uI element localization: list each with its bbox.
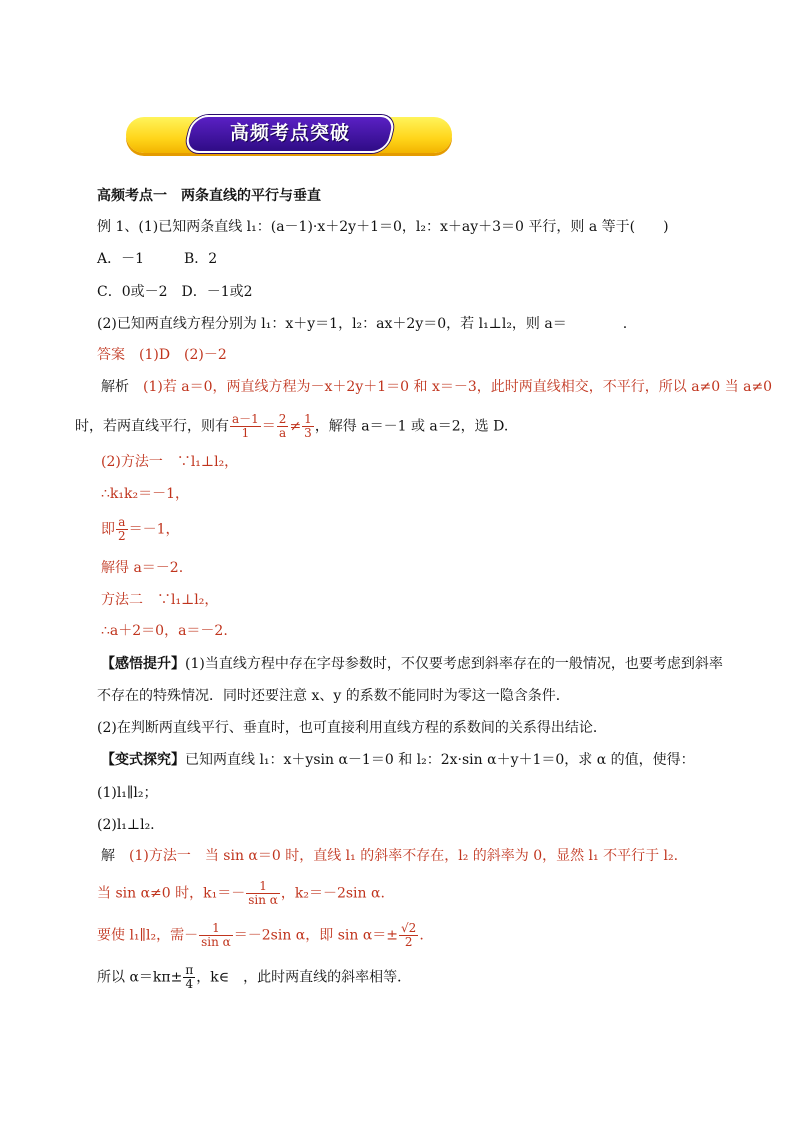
solution-line-3 (97, 922, 424, 949)
solution-s2a: 当 sin α≠0 时，k₁＝－ (97, 885, 246, 902)
solution-s3b: ＝－2sin α，即 sin α＝± (233, 927, 399, 944)
analysis-p2b: ，解得 a＝－1 或 a＝2，选 D. (314, 418, 509, 435)
answer-line (97, 345, 227, 365)
solution-s1: (1)方法一 当 sin α＝0 时，直线 l₁ 的斜率不存在，l₂ 的斜率为 0，显然 l₁ 不平行于 l₂. (129, 848, 679, 864)
analysis-line-1 (101, 377, 772, 397)
options-c-d: C．0或－2 D．－1或2 (97, 284, 253, 300)
fraction-1-over-sin: $\frac{1}{\text{sin α}}$ (248, 879, 278, 907)
answer-text: (1)D (2)－2 (139, 347, 227, 363)
variant-line (101, 750, 695, 770)
analysis-p2a: 时，若两直线平行，则有 (75, 418, 229, 435)
solution-s4b: ，k∈ ，此时两直线的斜率相等． (196, 969, 412, 986)
fraction-1-over-sin-2: $\frac{1}{\text{sin α}}$ (201, 921, 231, 949)
fraction-2-over-a: $\frac{2}{a}$ (278, 412, 287, 440)
analysis-line-2 (75, 413, 508, 440)
solution-line-4 (97, 964, 411, 991)
section-banner (126, 113, 456, 157)
solution-label: 解 (101, 848, 115, 864)
fraction-a-minus-1-over-1: $\frac{a-1}{1}$ (232, 412, 259, 440)
method-1-line-4: 解得 a＝－2. (101, 560, 184, 576)
solution-line-1 (101, 846, 678, 866)
variant-condition-1: (1)l₁∥l₂； (97, 785, 158, 801)
solution-line-2 (97, 880, 385, 907)
variant-question: 已知两直线 l₁：x＋ysin α－1＝0 和 l₂：2x·sin α＋y＋1＝0，求 α 的值，使得： (185, 752, 695, 768)
solution-s4a: 所以 α＝kπ± (97, 969, 183, 986)
fraction-pi-over-4: $\frac{\pi}{4}$ (185, 963, 194, 991)
analysis-label: 解析 (101, 379, 129, 395)
section-title: 高频考点一 两条直线的平行与垂直 (97, 188, 321, 204)
banner-title: 高频考点突破 (229, 122, 350, 144)
solution-s3c: . (419, 927, 424, 944)
variant-condition-2: (2)l₁⊥l₂. (97, 817, 155, 833)
solution-s3a: 要使 l₁∥l₂，需－ (97, 927, 199, 944)
method-2-line-2: ∴a＋2＝0，a＝－2. (101, 623, 228, 639)
equals-sign: ＝ (261, 418, 276, 435)
option-b: B．2 (184, 251, 218, 267)
method-2-head: 方法二 ∵l₁⊥l₂， (101, 592, 219, 608)
method-1-head: (2)方法一 ∵l₁⊥l₂， (101, 454, 239, 470)
method-1-line-2: ∴k₁k₂＝－1， (101, 486, 190, 502)
insight-line-1 (101, 654, 723, 674)
insight-label: 【感悟提升】 (101, 656, 185, 672)
method-1-line-3 (101, 516, 180, 543)
option-a: A．－1 (97, 251, 145, 267)
method-1-equals: ＝－1， (128, 521, 180, 538)
example-question-1: 例 1、(1)已知两条直线 l₁：(a－1)·x＋2y＋1＝0，l₂：x＋ay＋3＝0 平行，则 a 等于( ) (97, 219, 669, 235)
fraction-1-over-3: $\frac{1}{3}$ (304, 412, 312, 440)
insight-p1: (1)当直线方程中存在字母参数时，不仅要考虑到斜率存在的一般情况，也要考虑到斜率 (185, 656, 723, 672)
method-1-ji: 即 (101, 521, 115, 538)
solution-s2b: ，k₂＝－2sin α. (280, 885, 385, 902)
fraction-sqrt2-over-2: $\frac{√2}{2}$ (401, 921, 417, 949)
variant-label: 【变式探究】 (101, 752, 185, 768)
insight-line-2: 不存在的特殊情况．同时还要注意 x、y 的系数不能同时为零这一隐含条件． (97, 688, 570, 704)
example-question-2: (2)已知两直线方程分别为 l₁：x＋y＝1，l₂：ax＋2y＝0，若 l₁⊥l₂，则 a＝ . (97, 316, 628, 332)
not-equal-sign: ≠ (289, 418, 302, 435)
answer-label: 答案 (97, 347, 125, 363)
insight-line-3: (2)在判断两直线平行、垂直时，也可直接利用直线方程的系数间的关系得出结论． (97, 720, 607, 736)
fraction-a-over-2: $\frac{a}{2}$ (118, 515, 126, 543)
analysis-p1: (1)若 a＝0，两直线方程为－x＋2y＋1＝0 和 x＝－3，此时两直线相交，不平行，所以 a≠0 当 a≠0 (143, 379, 773, 395)
